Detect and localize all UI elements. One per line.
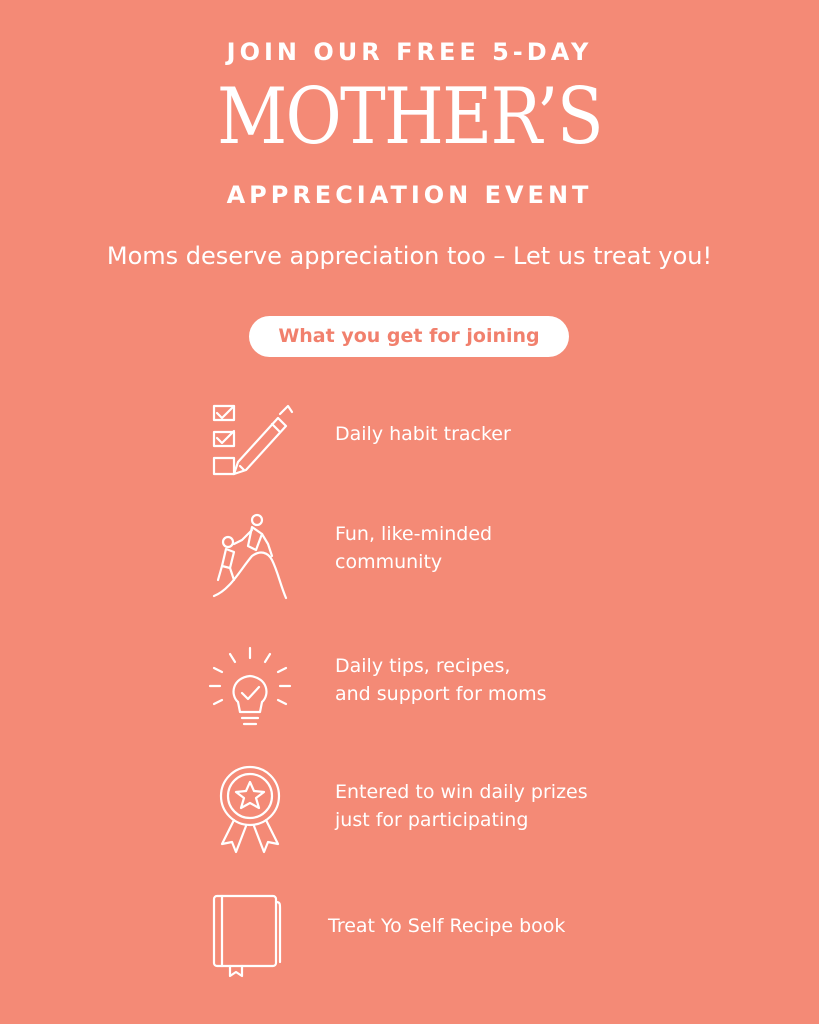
benefit-label: Entered to win daily prizes just for participating bbox=[335, 781, 588, 831]
event-title: MOTHER’S bbox=[217, 72, 603, 162]
benefit-label: Treat Yo Self Recipe book bbox=[328, 915, 566, 937]
tagline: Moms deserve appreciation too – Let us treat you! bbox=[106, 242, 713, 270]
lightbulb-check-icon bbox=[200, 640, 300, 740]
benefit-item bbox=[200, 760, 680, 860]
event-subtitle: APPRECIATION EVENT bbox=[226, 181, 593, 209]
benefit-item bbox=[200, 400, 680, 500]
checklist-pen-icon bbox=[200, 400, 300, 500]
benefit-item bbox=[200, 510, 680, 610]
benefit-label: Daily habit tracker bbox=[335, 423, 511, 445]
benefit-item bbox=[200, 640, 680, 740]
benefits-heading-pill: What you get for joining bbox=[249, 316, 569, 357]
benefit-label: Daily tips, recipes, and support for moms bbox=[335, 655, 547, 705]
climbers-helping-icon bbox=[200, 510, 300, 610]
award-ribbon-icon bbox=[200, 760, 300, 860]
book-icon bbox=[200, 890, 300, 990]
benefit-label: Fun, like-minded community bbox=[335, 523, 493, 573]
kicker-text: JOIN OUR FREE 5-DAY bbox=[226, 38, 593, 66]
benefit-item bbox=[200, 890, 680, 990]
